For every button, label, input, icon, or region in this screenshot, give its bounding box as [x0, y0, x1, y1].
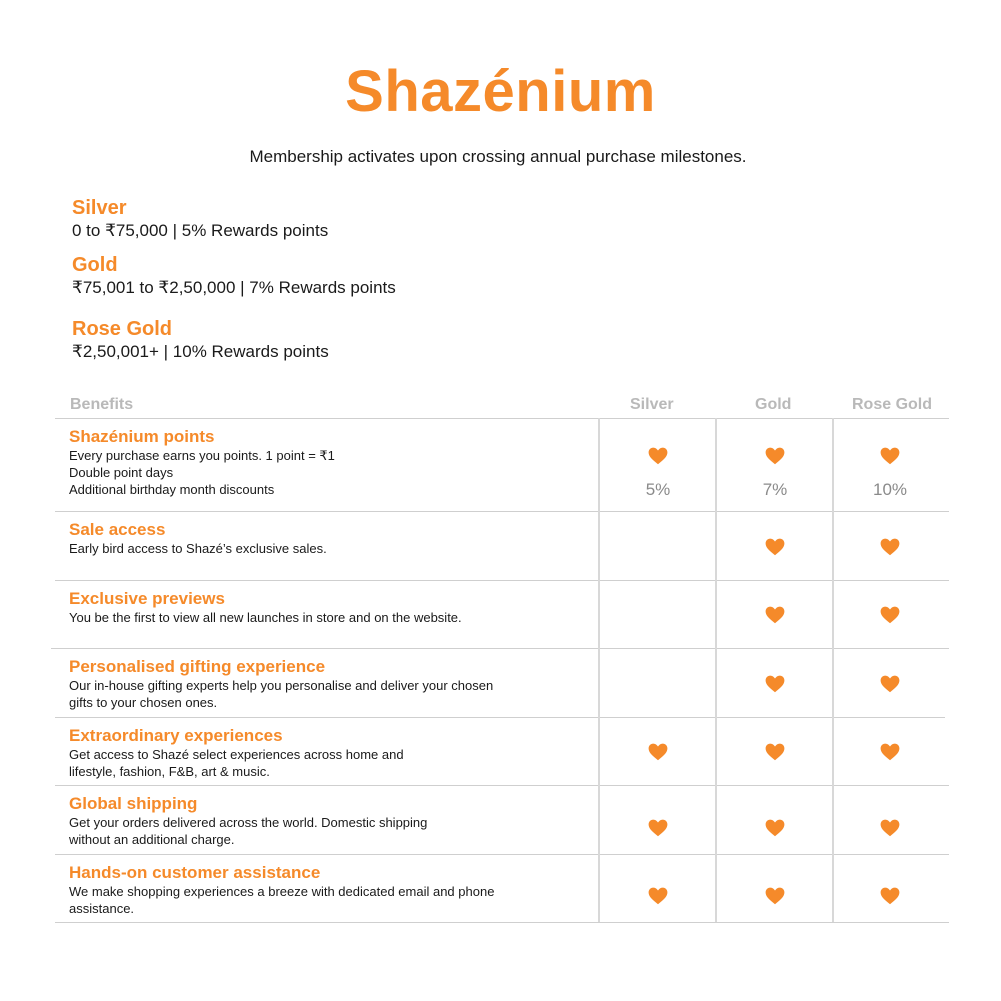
- tier-desc: ₹75,001 to ₹2,50,000 | 7% Rewards points: [72, 278, 396, 297]
- heart-icon: [880, 606, 900, 624]
- benefit-title: Exclusive previews: [69, 589, 225, 608]
- heart-icon: [765, 606, 785, 624]
- benefit-description: Get your orders delivered across the world. Domestic shipping: [69, 815, 428, 830]
- page-subtitle: Membership activates upon crossing annual purchase milestones.: [249, 147, 747, 166]
- heart-icon: [765, 675, 785, 693]
- heart-icon: [765, 447, 785, 465]
- header-silver: Silver: [630, 396, 674, 413]
- heart-icon: [765, 743, 785, 761]
- heart-icon: [648, 887, 668, 905]
- table-row: [0, 785, 1001, 854]
- tier-name: Silver: [72, 197, 127, 219]
- header-gold: Gold: [755, 396, 792, 413]
- benefit-description: assistance.: [69, 901, 135, 916]
- benefit-description: lifestyle, fashion, F&B, art & music.: [69, 764, 270, 779]
- page-title: Shazénium: [345, 59, 656, 124]
- benefit-description: We make shopping experiences a breeze with dedicated email and phone: [69, 884, 495, 899]
- table-row: [0, 511, 1001, 580]
- benefit-title: Extraordinary experiences: [69, 726, 283, 745]
- table-row: [0, 580, 1001, 648]
- reward-percent: 7%: [762, 480, 788, 499]
- table-row: [0, 717, 1001, 785]
- heart-icon: [648, 447, 668, 465]
- table-row: [0, 418, 1001, 511]
- heart-icon: [765, 538, 785, 556]
- benefit-description: gifts to your chosen ones.: [69, 695, 218, 710]
- heart-icon: [880, 819, 900, 837]
- benefit-description: Early bird access to Shazé’s exclusive sales.: [69, 541, 327, 556]
- heart-icon: [880, 675, 900, 693]
- benefit-title: Global shipping: [69, 794, 198, 813]
- header-rose-gold: Rose Gold: [852, 396, 933, 413]
- benefit-description: Our in-house gifting experts help you personalise and deliver your chosen: [69, 678, 494, 693]
- tier-desc: ₹2,50,001+ | 10% Rewards points: [72, 342, 329, 361]
- benefit-description: Double point days: [69, 465, 174, 480]
- heart-icon: [880, 538, 900, 556]
- benefit-description: You be the first to view all new launches in store and on the website.: [69, 610, 462, 625]
- heart-icon: [765, 819, 785, 837]
- reward-percent: 5%: [645, 480, 671, 499]
- header-benefits: Benefits: [70, 396, 134, 413]
- benefit-title: Sale access: [69, 520, 166, 539]
- benefit-title: Shazénium points: [69, 427, 215, 446]
- benefit-description: Get access to Shazé select experiences across home and: [69, 747, 404, 762]
- row-divider: [55, 922, 949, 923]
- tier-desc: 0 to ₹75,000 | 5% Rewards points: [72, 221, 329, 240]
- heart-icon: [648, 819, 668, 837]
- benefit-description: Every purchase earns you points. 1 point = ₹1: [69, 448, 335, 463]
- heart-icon: [765, 887, 785, 905]
- benefit-title: Personalised gifting experience: [69, 657, 326, 676]
- heart-icon: [880, 743, 900, 761]
- tier-gold: [72, 253, 396, 299]
- heart-icon: [648, 743, 668, 761]
- table-row: [0, 854, 1001, 922]
- tier-name: Gold: [72, 254, 118, 276]
- tier-name: Rose Gold: [72, 318, 173, 340]
- tier-rose-gold: [72, 317, 329, 363]
- tier-silver: [72, 196, 328, 242]
- benefit-description: Additional birthday month discounts: [69, 482, 275, 497]
- benefit-description: without an additional charge.: [69, 832, 235, 847]
- heart-icon: [880, 887, 900, 905]
- benefit-title: Hands-on customer assistance: [69, 863, 321, 882]
- reward-percent: 10%: [872, 480, 908, 499]
- table-row: [0, 648, 1001, 717]
- heart-icon: [880, 447, 900, 465]
